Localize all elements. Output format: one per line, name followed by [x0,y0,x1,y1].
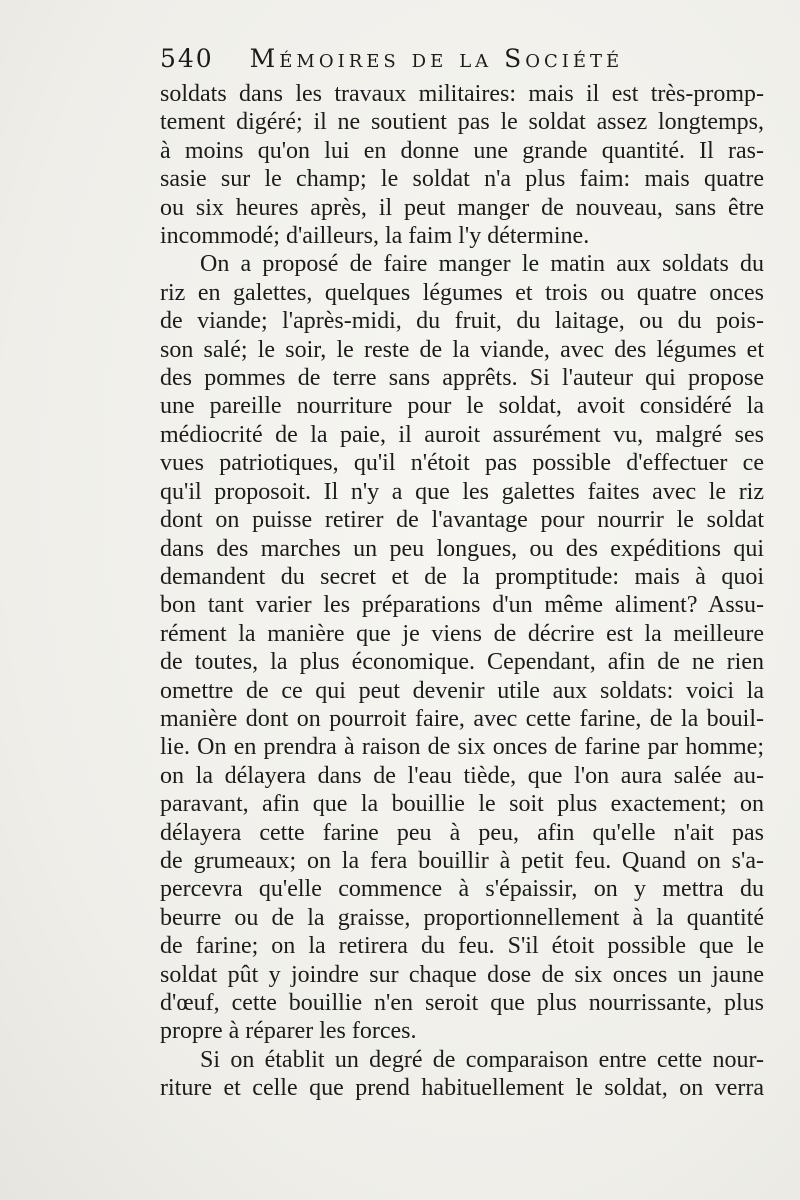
text-line: omettre de ce qui peut devenir utile aux soldats: voici la [160,677,764,704]
text-line: demandent du secret et de la promptitude: mais à quoi [160,563,764,590]
text-line: beurre ou de la graisse, proportionnellement à la quantité [160,904,764,931]
text-line: soldat pût y joindre sur chaque dose de six onces un jaune [160,961,764,988]
text-line: d'œuf, cette bouillie n'en seroit que plus nourrissante, plus [160,990,764,1016]
text-line: dont on puisse retirer de l'avantage pour nourrir le soldat [160,507,764,534]
text-line: On a proposé de faire manger le matin aux soldats du [200,251,764,278]
body-text [160,80,764,1103]
text-line: riture et celle que prend habituellement le soldat, on verra [160,1075,764,1102]
text-line: manière dont on pourroit faire, avec cette farine, de la bouil- [160,705,764,732]
text-line: propre à réparer les forces. [160,1018,417,1045]
text-line: bon tant varier les préparations d'un même aliment? Assu- [160,592,764,619]
text-line: médiocrité de la paie, il auroit assurément vu, malgré ses [160,421,764,448]
text-line: ou six heures après, il peut manger de nouveau, sans être [160,194,764,221]
text-line: paravant, afin que la bouillie le soit plus exactement; on [160,791,764,818]
text-line: de toutes, la plus économique. Cependant, afin de ne rien [160,649,764,676]
page-header [160,44,720,73]
text-line: on la délayera dans de l'eau tiède, que l'on aura salée au- [160,762,764,789]
text-line: tement digéré; il ne soutient pas le soldat assez longtemps, [160,109,764,136]
text-line: riz en galettes, quelques légumes et trois ou quatre onces [160,279,764,306]
text-line: sasie sur le champ; le soldat n'a plus faim: mais quatre [160,166,764,193]
text-line: percevra qu'elle commence à s'épaissir, on y mettra du [160,876,764,903]
text-line: son salé; le soir, le reste de la viande, avec des légumes et [160,336,764,363]
text-line: Si on établit un degré de comparaison entre cette nour- [200,1046,764,1073]
text-line: lie. On en prendra à raison de six onces de farine par homme; [160,734,764,761]
text-line: vues patriotiques, qu'il n'étoit pas possible d'effectuer ce [160,450,764,477]
text-line: soldats dans les travaux militaires: mais il est très-promp- [160,81,764,107]
text-line: à moins qu'on lui en donne une grande quantité. Il ras- [160,137,764,164]
text-line: des pommes de terre sans apprêts. Si l'auteur qui propose [160,365,764,392]
text-line: une pareille nourriture pour le soldat, avoit considéré la [160,393,764,420]
text-line: qu'il proposoit. Il n'y a que les galettes faites avec le riz [160,478,764,505]
text-line: de grumeaux; on la fera bouillir à petit feu. Quand on s'a- [160,847,764,874]
text-line: de farine; on la retirera du feu. S'il étoit possible que le [160,933,764,960]
text-line: incommodé; d'ailleurs, la faim l'y détermine. [160,223,590,250]
text-line: délayera cette farine peu à peu, afin qu'elle n'ait pas [160,819,764,846]
page-number: 540 [160,44,214,73]
text-line: rément la manière que je viens de décrire est la meilleure [160,620,764,647]
text-line: dans des marches un peu longues, ou des expéditions qui [160,535,764,562]
text-line: de viande; l'après-midi, du fruit, du laitage, ou du pois- [160,308,764,335]
running-title: Mémoires de la Société [249,44,624,73]
